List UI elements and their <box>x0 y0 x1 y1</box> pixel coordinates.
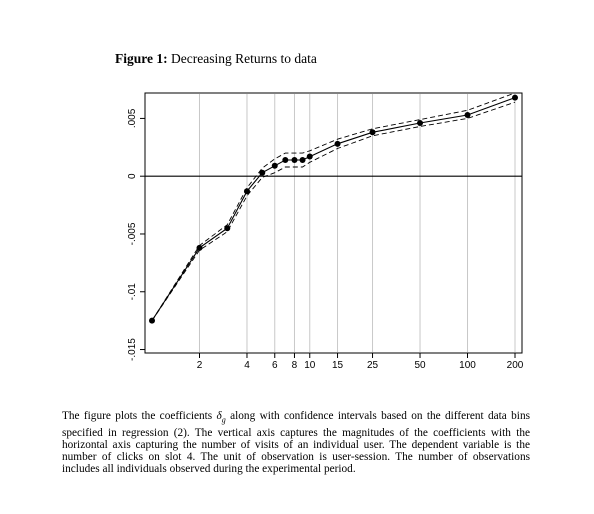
data-point <box>465 112 471 118</box>
series-lines <box>152 93 515 321</box>
data-points <box>149 95 518 324</box>
data-point <box>307 154 313 160</box>
data-point <box>370 129 376 135</box>
y-tick-label: -.005 <box>127 222 138 246</box>
x-tick-label: 50 <box>414 360 426 371</box>
x-tick-label: 4 <box>244 360 250 371</box>
x-tick-label: 100 <box>459 360 476 371</box>
x-tick-label: 10 <box>304 360 316 371</box>
gridlines <box>199 94 515 352</box>
x-tick-label: 200 <box>506 360 524 371</box>
figure-title-text: Decreasing Returns to data <box>171 51 317 66</box>
x-axis-ticks <box>197 353 524 371</box>
data-point <box>259 170 265 176</box>
data-point <box>224 225 230 231</box>
figure-label: Figure 1: <box>115 51 168 66</box>
y-tick-label: -.015 <box>127 338 138 361</box>
data-point <box>282 157 288 163</box>
plot-frame <box>145 93 522 353</box>
data-point <box>512 95 518 101</box>
series-ci-line <box>152 93 515 321</box>
data-point <box>272 163 278 169</box>
x-tick-label: 15 <box>331 360 344 371</box>
y-axis-ticks <box>127 108 145 361</box>
series-estimate-line <box>152 98 515 321</box>
figure-caption: The figure plots the coefficients $\delta_g$ along with confidence intervals based on the different data bins specified in regression (2). The vertical axis captures the magnitudes of the coefficients with the horizontal axis capturing the number of visits of an individual user. The dependent variable is the number of clicks on slot 4. The unit of observation is user-session. The number of observations includes all individuals observed during the experimental period. <box>62 410 530 476</box>
data-point <box>196 245 202 251</box>
x-tick-label: 6 <box>271 360 278 371</box>
data-point <box>417 120 423 126</box>
y-tick-label: .005 <box>127 108 138 129</box>
x-tick-label: 8 <box>291 360 298 371</box>
y-tick-label: -.01 <box>127 283 138 301</box>
data-point <box>335 141 341 147</box>
data-point <box>291 157 297 163</box>
x-tick-label: 25 <box>366 360 379 371</box>
data-point <box>300 157 306 163</box>
y-tick-label: 0 <box>127 173 138 179</box>
x-tick-label: 2 <box>196 360 203 371</box>
series-ci-line <box>152 102 515 320</box>
data-point <box>244 188 250 194</box>
data-point <box>149 318 155 324</box>
